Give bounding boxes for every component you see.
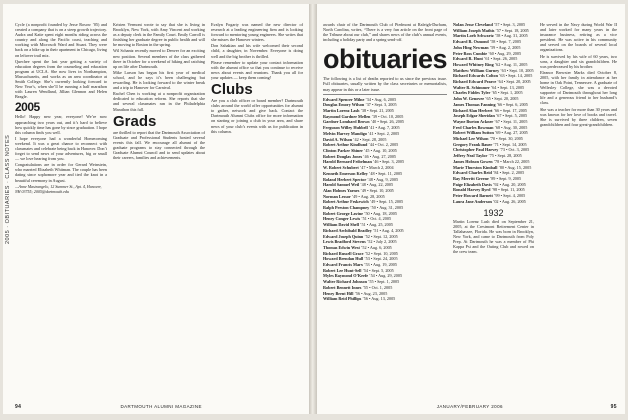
death-date: • Oct. 10, 2005: [377, 113, 404, 119]
death-date: • Sept. 11, 2005: [497, 187, 525, 193]
class-year: ’98: [491, 187, 498, 193]
class-year: ’34: [365, 96, 371, 102]
deceased-name: Richard Alan Herbert: [453, 107, 494, 113]
deceased-name: Michael Lee Wilson: [453, 136, 490, 142]
class-year: ’73: [499, 147, 505, 153]
death-date: • Sept. 20, 2005: [502, 79, 531, 85]
right-page-columns: [323, 22, 617, 398]
left-column-2: [113, 22, 205, 398]
paragraph: awards chair of the Dartmouth Club of Piedmont at Raleigh-Durham, North Carolina, writes, “There is a very fun article on the front page of the Tribune about our club,” and shares news of the club’s annual events, including a holiday party and a spring send-off.: [323, 22, 448, 43]
class-year: ’52: [364, 233, 370, 239]
death-date: • Aug. 2, 2005: [495, 44, 521, 50]
deceased-name: William David Shell: [323, 222, 361, 228]
deceased-name: James Thomas Fanning: [453, 101, 497, 107]
deceased-name: Matthew William Gurney: [453, 67, 501, 73]
death-date: • Aug. 31, 2005: [500, 33, 528, 39]
death-date: • Sept. 14, 2005: [498, 141, 527, 147]
paragraph: Wil Schantz recently moved to Denver for an exciting new position. Several members of the class gathered there in October for a weekend of hiking and catching up on life after Dartmouth.: [113, 48, 205, 69]
deceased-name: John W. Genovee: [453, 96, 486, 102]
magazine-title: DARTMOUTH ALUMNI MAGAZINE: [120, 404, 202, 409]
left-page-footer: [15, 404, 301, 410]
deceased-name: Clinton Parker Shiner: [323, 147, 364, 153]
class-year: ’50: [364, 210, 370, 216]
class-year: ’75: [488, 153, 494, 159]
paragraph: Quechee spent the last year getting a variety of education degrees from the counseling and education program at UCLA. She now lives in Northampton, Massachusetts, and works as an area coordinator at Smith College. She’s currently looking forward to New Year’s, when she’ll be running a half marathon with Lauren Wendland, Jillian Glennon and Helen Beagle.: [15, 58, 107, 100]
deceased-name: Fred Charles Bowman: [453, 124, 495, 130]
clubs-paragraph: Are you a club officer or board member? Dartmouth clubs around the world offer opportunities for alumni to gather, network and give back. Contact the Dartmouth Alumni Clubs office for more information on starting or joining a club in your area, and share news of your club’s events with us for publication in this column.: [211, 98, 303, 134]
deceased-name: Edward Joseph Quinn: [323, 233, 365, 239]
death-date: • Sept. 17, 2005: [499, 107, 527, 113]
class-year: ’40: [370, 119, 377, 125]
death-date: • Aug. 4, 2005: [378, 227, 404, 233]
deceased-name: Thomas Edwin West: [323, 244, 361, 250]
deceased-name: Nolan Jesse Cleveland: [453, 22, 494, 27]
deceased-name: Edward Charles Reid: [453, 170, 493, 176]
class-year: ’48: [367, 176, 373, 182]
death-date: • Sept. 20, 2005: [490, 96, 519, 102]
death-date: • Aug. 6, 2005: [366, 244, 392, 250]
paragraph: Don Sahakian and his wife welcomed their second child, a daughter, in November. Everyone is doing well and the big brother is thrilled.: [211, 43, 303, 59]
deceased-name: Edward Spencer Milne: [323, 96, 366, 102]
class-year: ’38: [360, 108, 367, 114]
death-date: • Sept. 26, 2005: [489, 56, 518, 62]
deceased-name: Ray Merritt Greene: [453, 175, 490, 181]
death-date: • July 2, 2005: [372, 239, 397, 245]
class-year-heading: 2005: [15, 100, 40, 115]
death-date: • Aug. 11, 2005: [500, 61, 528, 67]
right-column-3: [540, 22, 617, 398]
class-year: ’55: [362, 284, 369, 290]
deceased-name: Walter R. Schimmer: [453, 84, 491, 90]
death-date: • March 2, 2004: [365, 165, 394, 171]
death-date: • March 22, 2005: [499, 158, 530, 164]
class-year: ’80: [498, 164, 505, 170]
paragraph: Kristen Vermont wrote to say that she is living in Brooklyn, New York, with Amy Vincent and working as a deputy clerk in the Family Court. Emily Carroll is finishing her graduate degree in public health and will be moving to Boston in the spring.: [113, 22, 205, 48]
class-year: ’48: [360, 182, 366, 188]
death-date: • Sept. 5, 2005: [501, 113, 528, 119]
grads-heading: Grads: [113, 112, 157, 130]
class-year: ’51: [361, 216, 367, 222]
deceased-name: Richard Archibald Bradley: [323, 227, 373, 233]
class-year: ’56: [354, 290, 361, 296]
class-year: ’45: [363, 147, 370, 153]
deceased-name: Lewis Bradford Stevens: [323, 239, 367, 245]
class-year: ’67: [494, 118, 500, 124]
class-year: ’54: [362, 267, 369, 273]
class-year: ’02: [492, 198, 499, 204]
death-date: • Sept. 28, 2005: [493, 153, 522, 159]
death-date: • Aug. 26, 2005: [498, 198, 526, 204]
class-year: ’57: [493, 22, 500, 27]
right-page-footer: [329, 404, 617, 410]
class-year: ’47: [359, 165, 366, 171]
class-year: ’64: [497, 79, 503, 85]
paragraph: Evalyn Fogarty was named the new director of research at a leading engineering firm and is looking forward to mentoring young engineers. She writes that she misses the Hanover winters.: [211, 22, 303, 43]
death-date: • Sept. 10, 2005: [505, 67, 534, 73]
deceased-name: Kenneth Emerson Kelley: [323, 170, 369, 176]
deceased-name: William Reid Phillips: [323, 296, 363, 302]
obituary-entry: [453, 199, 534, 205]
deceased-name: Robert George Lavine: [323, 210, 365, 216]
death-date: • Sept. 11, 2005: [499, 118, 528, 124]
deceased-name: Harold Samuel Weil: [323, 182, 361, 188]
class-year: ’89: [489, 175, 496, 181]
deceased-name: Robert Arthur Kindlund: [323, 142, 369, 148]
page-number: 94: [15, 404, 22, 410]
class-year: ’60: [488, 50, 494, 56]
class-year: ’92: [492, 181, 499, 187]
class-year: ’63: [498, 73, 505, 79]
deceased-name: Laura Jane Anderson: [453, 198, 493, 204]
deceased-name: Peter Ross Cumbie: [453, 50, 489, 56]
deceased-name: Peter Howard Barnett: [453, 193, 495, 199]
class-year: ’55: [367, 279, 374, 285]
deceased-name: Edward R. Osmond: [453, 39, 490, 45]
class-year: ’58: [494, 33, 501, 39]
class-year: ’48: [368, 170, 375, 176]
class-year: ’71: [493, 141, 499, 147]
left-page-columns: [15, 22, 303, 398]
class-secretary-signoff: —Anne Mastrangelo, 12 Summer St., Apt. 4, Hanover, NH 03755; 2005@dartmouth.edu: [15, 183, 102, 194]
deceased-name: Richard Russell Grace: [323, 250, 365, 256]
deceased-name: Roland Herbert Spector: [323, 176, 368, 182]
deceased-name: Richard Edwards Colton: [453, 73, 499, 79]
class-year: ’52: [366, 239, 373, 245]
deceased-name: Robert Lee Hunt-Sell: [323, 267, 363, 273]
paragraph: Eleanor Brewster Marks died October 8, 2005, with her family in attendance at her home in Oak Point, Tennessee. A graduate of Wellesley College, she was a devoted supporter of Dartmouth throughout her long life and a generous friend to her husband’s class.: [539, 69, 617, 106]
class-year: ’69: [494, 130, 501, 136]
death-date: • Aug. 18, 2005: [369, 210, 397, 216]
class-year: ’65: [485, 96, 491, 102]
paragraph: Rachel Chen is working at a nonprofit organization dedicated to education reform. She reports that she and several classmates ran in the Philadelphia Marathon this fall.: [113, 91, 205, 112]
class-year: ’37: [365, 102, 371, 108]
death-date: • Aug. 27, 2005: [368, 153, 397, 159]
deceased-name: Henry Conger Lewis: [323, 216, 362, 222]
class-year: ’51: [360, 222, 366, 228]
paragraph: Martin Lorenz Lash died on September 21, 2005, at the Crestmont Retirement Center in Tallahassee, Florida. He was born in Brooklyn, New York, and came to Dartmouth from Poly Prep. At Dartmouth he was a member of Phi Kappa Psi and the Outing Club and rowed on the crew team.: [453, 218, 534, 255]
deceased-name: John Hing Newman: [453, 44, 490, 50]
death-date: • Sept. 3, 2005: [378, 159, 405, 165]
class-year: ’46: [372, 159, 379, 165]
paragraph: I hope everyone had a wonderful Homecoming weekend. It was a great chance to reconnect with classmates and celebrate being back in Hanover. Don’t forget to send news of your adventures, big or small — we love hearing from you.: [15, 135, 107, 162]
class-year: ’58: [489, 39, 496, 45]
deceased-name: Robert William Sutton: [453, 130, 495, 136]
class-year: ’78: [493, 158, 500, 164]
class-year: ’64: [490, 84, 497, 90]
death-date: • Sept. 30, 2005: [495, 136, 523, 142]
death-date: • Aug. 20, 2005: [498, 181, 526, 187]
obituary-entry: [323, 296, 447, 302]
paragraph: She was a teacher for more than 30 years and was known for her love of books and travel. She is survived by three children, seven grandchildren and four great-grandchildren.: [539, 106, 617, 127]
deceased-name: James Hobson Gowen: [453, 158, 494, 164]
deceased-name: Jeffrey Neal Taylor: [453, 153, 489, 159]
class-year: ’41: [368, 130, 374, 136]
death-date: • Sept. 1, 2005: [373, 279, 400, 285]
deceased-name: W. Robert Schubert: [323, 165, 360, 171]
death-date: • Sept. 15, 2005: [375, 199, 404, 205]
deceased-name: Walter Richard Johnson: [323, 279, 368, 285]
class-year: ’39: [371, 113, 378, 119]
death-date: • Sept. 24, 2005: [369, 256, 398, 262]
class-year: ’65: [491, 90, 497, 96]
death-date: • Sept. 13, 2005: [496, 84, 525, 90]
left-column-3: [211, 22, 303, 398]
obituaries-title: obituaries: [323, 44, 448, 75]
death-date: • Sept. 4, 2005: [499, 193, 526, 199]
deceased-name: William Joseph Mathis: [453, 27, 496, 33]
deceased-name: Robert Bennett Innes: [323, 284, 363, 290]
class-year: ’52: [364, 250, 371, 256]
page-gutter: [309, 4, 317, 414]
class-year: ’50: [370, 205, 376, 211]
deceased-name: Gregory Frank Bauer: [453, 141, 494, 147]
death-date: • Sept. 11, 2005: [374, 170, 403, 176]
class-year: ’41: [368, 125, 375, 131]
class-year: ’49: [369, 199, 376, 205]
death-date: • Sept. 12, 2005: [369, 233, 398, 239]
class-year: ’56: [362, 296, 368, 302]
class-year: ’53: [364, 262, 370, 268]
deceased-name: Henry Brent Hill: [323, 290, 355, 296]
deceased-name: Paige Elizabeth Davis: [453, 181, 493, 187]
class-year: ’49: [360, 187, 367, 193]
right-column-1: [323, 22, 447, 398]
death-date: • Sept. 7, 2005: [495, 39, 522, 45]
death-date: • Sept. 2, 2005: [498, 170, 525, 176]
death-date: • Sept. 28, 2005: [358, 136, 387, 142]
right-page: [317, 4, 625, 414]
death-date: • Sept. 2, 2005: [373, 130, 400, 136]
death-date: • Aug. 22, 2005: [365, 182, 394, 188]
class-subhead: 1932: [483, 207, 504, 218]
class-year: ’99: [494, 193, 500, 199]
deceased-name: Harold Bernard Feibelman: [323, 159, 373, 165]
deceased-name: Martin Loeb Schwartz: [453, 33, 495, 39]
death-date: • Sept. 3, 2005: [499, 22, 526, 27]
deceased-name: Myles Raymond O’Keefe: [323, 273, 370, 279]
death-date: • Sept. 1, 2005: [496, 90, 523, 96]
death-date: • Aug. 31, 2005: [375, 205, 404, 211]
death-date: • Aug. 9, 2005: [372, 176, 399, 182]
deceased-name: Ferguson Willey Hubbell: [323, 125, 369, 131]
death-date: • Sept. 9, 2005: [495, 175, 522, 181]
deceased-name: Robert Arthur Feskewich: [323, 199, 370, 205]
issue-date: JANUARY/FEBRUARY 2006: [436, 404, 503, 409]
death-date: • Aug. 25, 2005: [365, 222, 393, 228]
paragraph: He is survived by his wife of 60 years, two sons, a daughter and six grandchildren. He was predeceased by his brother.: [539, 53, 617, 69]
death-date: • Sept. 18, 2005: [501, 27, 529, 33]
page-number: 95: [610, 404, 617, 410]
right-column-2: [453, 22, 534, 398]
class-year: ’66: [496, 101, 503, 107]
death-date: • Aug. 29, 2005: [374, 273, 403, 279]
class-year: ’52: [360, 244, 367, 250]
deceased-name: Wayne Burton Ackner: [453, 118, 495, 124]
death-date: • Sept. 14, 2005: [504, 73, 533, 79]
deceased-name: Joseph Edgar Sheridan: [453, 113, 496, 119]
deceased-name: Douglas Emory Wilson: [323, 102, 366, 108]
class-year: ’84: [492, 170, 499, 176]
class-year: ’67: [495, 113, 502, 119]
deceased-name: Ralph Preston Champney: [323, 205, 371, 211]
death-date: • Oct. 3, 2005: [504, 147, 530, 153]
left-column-1: [15, 22, 107, 398]
death-date: • Aug. 30, 2005: [500, 124, 528, 130]
death-date: • Oct. 1, 2005: [368, 284, 393, 290]
deceased-name: Gardner Lombard Brown: [323, 119, 371, 125]
death-date: • Aug. 10, 2005: [369, 147, 397, 153]
death-date: • Aug. 6, 2005: [370, 96, 397, 102]
deceased-name: Raymond Gardner Mellen: [323, 113, 372, 119]
death-date: • Oct. 2, 2005: [374, 142, 399, 148]
left-page: [3, 4, 309, 414]
class-year: ’70: [489, 136, 496, 142]
death-date: • Aug. 7, 2005: [374, 125, 400, 131]
death-date: • Aug. 19, 2005: [369, 262, 397, 268]
class-year: ’61: [483, 56, 490, 62]
deceased-name: Melvin Harvey Mandigo: [323, 130, 369, 136]
class-year: ’46: [363, 153, 369, 159]
deaths-list: [453, 22, 534, 205]
class-year: ’59: [489, 44, 496, 50]
deceased-name: Charles Fiddes Tyler: [453, 90, 492, 96]
deceased-name: Howard Brendan Hull: [323, 256, 365, 262]
death-date: • Aug. 23, 2005: [360, 290, 388, 296]
paragraph: Please remember to update your contact information with the alumni office so that you continue to receive news about events and reunions. Thank you all for your updates — keep them coming!: [211, 59, 303, 80]
death-date: • Sept. 5, 2005: [368, 267, 394, 273]
death-date: • Sept. 3, 2005: [370, 102, 397, 108]
death-date: • Aug. 28, 2005: [357, 193, 385, 199]
death-date: • Aug. 13, 2005: [367, 296, 396, 302]
deceased-name: Norman Lessor: [323, 193, 352, 199]
deceased-name: Richard Edward Pearce: [453, 79, 498, 85]
class-year: ’44: [368, 142, 375, 148]
deceased-name: Alan Holmes Yarnes: [323, 187, 361, 193]
deceased-name: David A. Wilson: [323, 136, 354, 142]
paragraph: He served in the Navy during World War II and later worked for many years in the insurance business, retiring as a vice president. He was active in his community and served on the boards of several local organizations.: [539, 22, 617, 53]
paragraph: Congratulations are in order for Gerard Weinstein, who married Elizabeth Whitman. The couple has been dating since sophomore year and tied the knot in a beautiful ceremony in August.: [15, 162, 107, 183]
class-year: ’51: [372, 227, 379, 233]
class-year: ’54: [369, 273, 375, 279]
deceased-name: Martin Lorenz Lash: [323, 108, 361, 114]
deceased-name: Edward Francis Marx: [323, 262, 365, 268]
paragraph: Mike Larson has begun his first year of medical school, and he says it’s been challenging but rewarding. He is looking forward to the winter break and a trip to Hanover for Carnival.: [113, 69, 205, 91]
death-date: • Sept. 6, 2005: [502, 101, 528, 107]
grads-paragraph: are thrilled to report that the Dartmouth Association of Graduate and Professional Students hosted several events this fall. We encourage all alumni of the graduate programs to stay connected through the Graduate Alumni Council and to send updates about their careers, families and achievements.: [113, 129, 205, 161]
clubs-heading: Clubs: [211, 81, 253, 99]
paragraph: Cycle (a nonprofit founded by Jesse Rosow ’05) and created a company that is on a steep growth trajectory. Audra and Katie spent eight months riding across the country and along the Pacific coast, teaching and working with Microsoft Ward and Stuart. They were back on a bike up in their apartment in Chicago, living on leftover trail mix.: [15, 22, 107, 58]
deaths-list: [323, 97, 447, 302]
deceased-name: Ronald Harvey Byrd: [453, 187, 492, 193]
deceased-name: Robert Douglas Jones: [323, 153, 364, 159]
deceased-name: Howard Whitney Ring: [453, 61, 495, 67]
obituaries-intro: The following is a list of deaths reported to us since the previous issue. Full obituaries, usually written by the class secretaries or memorialists, may appear in this or a later issue.: [323, 76, 448, 92]
deceased-name: Christopher Paul Harvey: [453, 147, 500, 153]
class-year: ’53: [364, 256, 370, 262]
paragraph: Hello! Happy new year, everyone! We’re now approaching two years out, and it’s hard to believe how quickly time has gone by since graduation. I hope this column finds you well.: [15, 114, 107, 135]
death-date: • Aug. 27, 2005: [500, 130, 528, 136]
death-date: • Aug. 29, 2005: [493, 50, 522, 56]
class-year: ’66: [493, 107, 500, 113]
class-year: ’63: [500, 67, 506, 73]
class-year: ’68: [494, 124, 501, 130]
death-date: • Oct. 4, 2005: [366, 216, 392, 222]
death-date: • Sept. 21, 2005: [366, 108, 394, 114]
class-year: ’49: [351, 193, 358, 199]
death-date: • Sept. 10, 2005: [366, 187, 394, 193]
death-date: • Aug. 15, 2005: [504, 164, 532, 170]
class-year: ’57: [495, 27, 502, 33]
death-date: • Sept. 10, 2005: [370, 250, 398, 256]
death-date: • Sept. 26, 2005: [376, 119, 405, 125]
deceased-name: Marie Thurston Kimball: [453, 164, 499, 170]
deceased-name: Edward R. Hunt: [453, 56, 484, 62]
section-side-label: 2005 · OBITUARIES · CLASS NOTES: [5, 134, 11, 244]
class-year: ’62: [494, 61, 501, 67]
class-year: ’42: [353, 136, 359, 142]
